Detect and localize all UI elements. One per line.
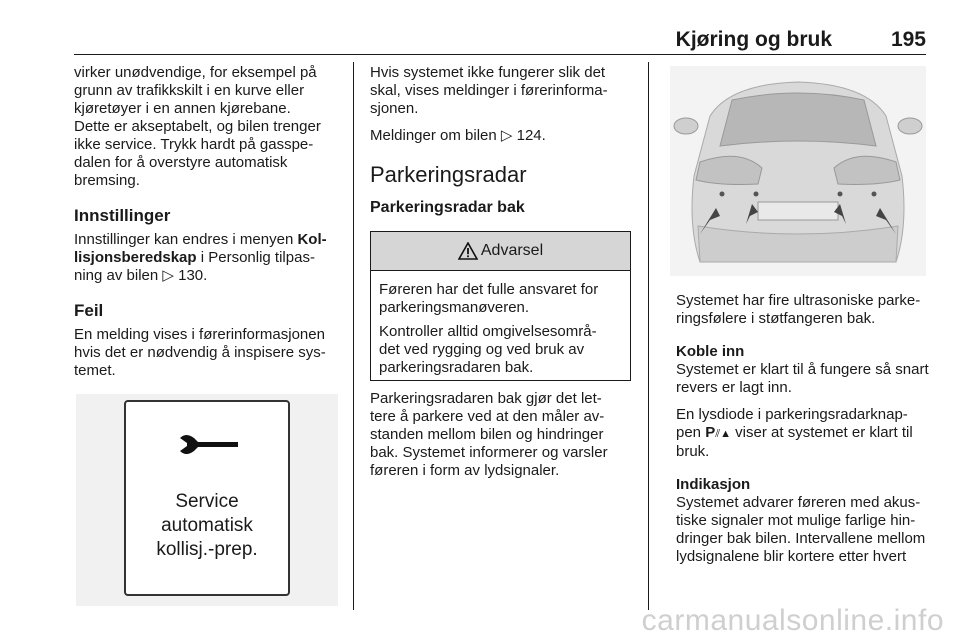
page-ref[interactable]: 124. <box>516 127 546 144</box>
text-line: ringsfølere i støtfangeren bak. <box>676 310 876 327</box>
text-run: ning av bilen <box>74 267 163 284</box>
header-section-title: Kjøring og bruk <box>675 28 832 51</box>
text-line: Dette er akseptabelt, og bilen trenger <box>74 118 321 135</box>
message-line: kollisj.-prep. <box>156 539 258 560</box>
text-line: bak. Systemet informerer og varsler <box>370 444 608 461</box>
menu-name: Kol- <box>297 231 327 248</box>
text-line: tiske signaler mot mulige farlige hin- <box>676 512 916 529</box>
settings-heading: Innstillinger <box>74 206 171 225</box>
radar-description <box>370 390 638 480</box>
text-line: føreren i form av lydsignaler. <box>370 462 560 479</box>
text-line: det ved rygging og ved bruk av <box>379 341 585 358</box>
text-line: bruk. <box>676 443 710 460</box>
text-line: ikke service. Trykk hardt på gasspe- <box>74 136 314 153</box>
connect-paragraph <box>676 361 930 397</box>
fault-heading: Feil <box>74 301 104 320</box>
page-ref-arrow-icon: ▷ <box>500 127 513 144</box>
text-line: lydsignalene blir kortere etter hvert <box>676 548 907 565</box>
column-divider-1 <box>353 62 354 610</box>
service-display-illustration <box>76 394 338 606</box>
text-line: kjøretøyer i en annen kjørebane. <box>74 100 291 117</box>
parking-radar-button-icon: P <box>705 424 716 441</box>
page-ref-arrow-icon: ▷ <box>162 267 174 284</box>
text-line: revers er lagt inn. <box>676 379 792 396</box>
text-line: dringer bak bilen. Intervallene mellom <box>676 530 926 547</box>
service-message <box>126 490 288 562</box>
text-line: skal, vises meldinger i førerinforma- <box>370 82 608 99</box>
text-line: parkeringsmanøveren. <box>379 299 530 316</box>
indication-heading: Indikasjon <box>676 476 751 493</box>
text-line: tere å parkere ved at den måler av- <box>370 408 605 425</box>
text-run: pen <box>676 424 706 441</box>
col1-intro <box>74 64 346 190</box>
warning-box <box>370 231 631 381</box>
car-rear-drawing <box>670 66 926 276</box>
messages-reference <box>370 127 638 145</box>
text-line: Parkeringsradaren bak gjør det let- <box>370 390 602 407</box>
warning-body <box>371 271 630 377</box>
text-line: Systemet advarer føreren med akus- <box>676 494 921 511</box>
parking-sensor-waves-icon: ⫽▲ <box>715 428 732 440</box>
message-line: Service <box>175 491 239 512</box>
text-line: parkeringsradaren bak. <box>379 359 534 376</box>
text-run: Innstillinger kan endres i menyen <box>74 231 298 248</box>
warning-paragraph <box>379 281 622 317</box>
column-divider-2 <box>648 62 649 610</box>
text-line: Kontroller alltid omgivelsesområ- <box>379 323 597 340</box>
header-rule <box>74 54 926 55</box>
col2-intro <box>370 64 638 118</box>
page-ref[interactable]: 130. <box>178 267 208 284</box>
led-paragraph <box>676 406 930 461</box>
text-line: Systemet har fire ultrasoniske parke- <box>676 292 921 309</box>
column-2 <box>370 64 638 219</box>
text-run: i Personlig tilpas- <box>196 249 315 266</box>
text-line: Systemet er klart til å fungere så snart <box>676 361 929 378</box>
menu-name: lisjonsberedskap <box>74 249 197 266</box>
text-line: Hvis systemet ikke fungerer slik det <box>370 64 606 81</box>
text-line: bremsing. <box>74 172 140 189</box>
fault-paragraph <box>74 326 346 380</box>
parking-radar-heading: Parkeringsradar <box>370 162 527 187</box>
sensor-paragraph <box>676 292 930 328</box>
text-line: virker unødvendige, for eksempel på <box>74 64 317 81</box>
text-line: sjonen. <box>370 100 419 117</box>
text-line: hvis det er nødvendig å inspisere sys- <box>74 344 326 361</box>
watermark: carmanualsonline.info <box>641 604 944 637</box>
service-display-panel <box>124 400 290 596</box>
text-line: temet. <box>74 362 116 379</box>
text-line: En lysdiode i parkeringsradarknap- <box>676 406 908 423</box>
indication-paragraph <box>676 494 930 566</box>
warning-paragraph <box>379 323 622 377</box>
column-2-lower <box>370 390 638 480</box>
column-3 <box>676 292 930 566</box>
car-rear-illustration <box>670 66 926 276</box>
text-line: En melding vises i førerinformasjonen <box>74 326 325 343</box>
settings-paragraph <box>74 231 346 285</box>
warning-header <box>371 232 630 271</box>
warning-title: Advarsel <box>480 242 544 259</box>
text-line: dalen for å overstyre automatisk <box>74 154 288 171</box>
rear-radar-subheading: Parkeringsradar bak <box>370 199 525 216</box>
text-line: Føreren har det fulle ansvaret for <box>379 281 599 298</box>
header-page-number: 195 <box>890 28 926 51</box>
connect-heading: Koble inn <box>676 343 745 360</box>
text-line: standen mellom bilen og hindringer <box>370 426 604 443</box>
text-run: viser at systemet er klart til <box>731 424 913 441</box>
text-run: Meldinger om bilen <box>370 127 501 144</box>
text-line: grunn av trafikkskilt i en kurve eller <box>74 82 305 99</box>
warning-triangle-icon <box>458 242 478 260</box>
wrench-icon <box>178 432 240 458</box>
message-line: automatisk <box>161 515 253 536</box>
column-1 <box>74 64 346 380</box>
